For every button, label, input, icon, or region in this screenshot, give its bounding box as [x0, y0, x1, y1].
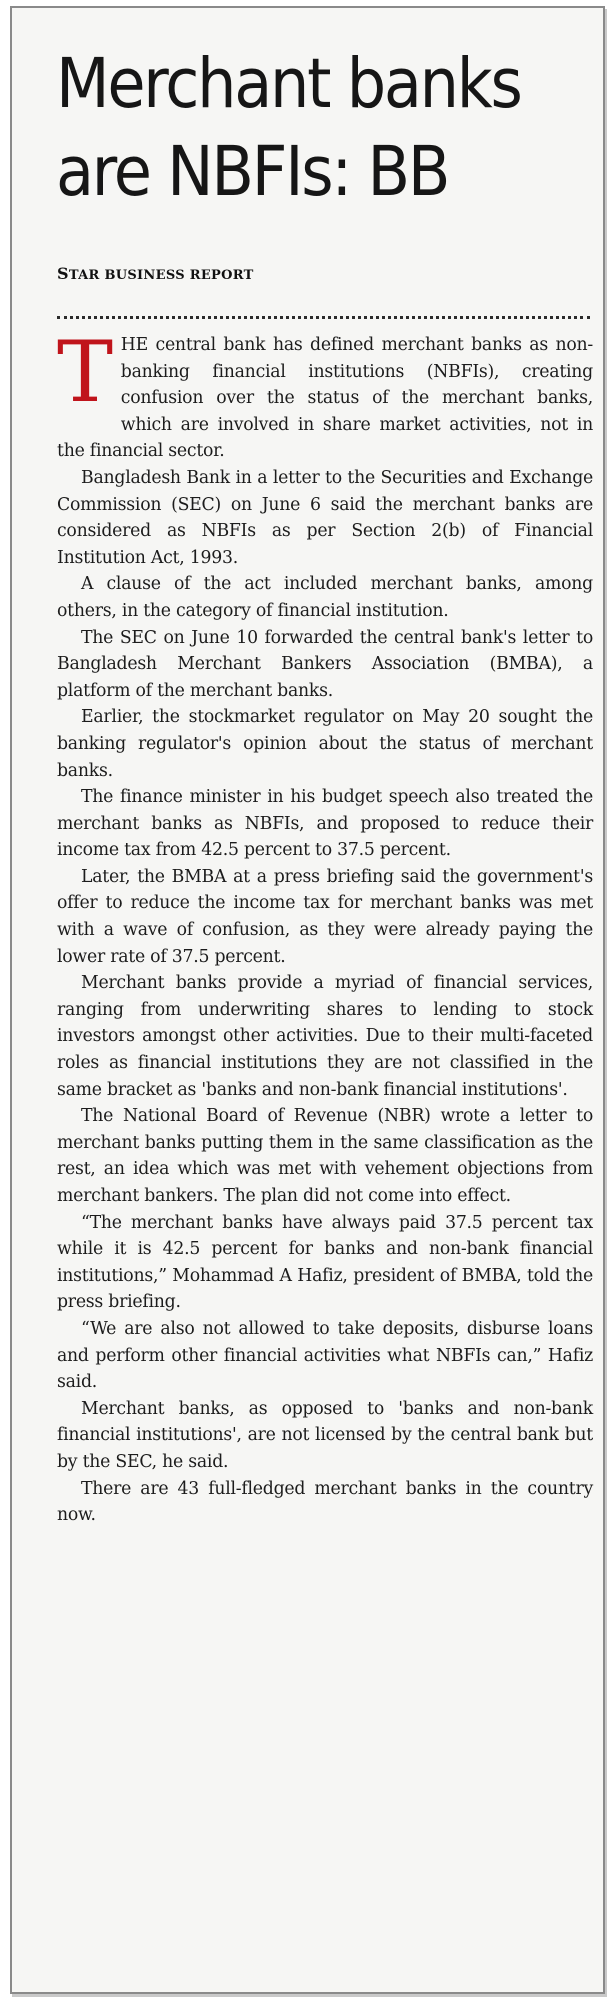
- lead-text: HE central bank has defined merchant banks as non-banking financial institutions (NBFIs), creating confusion over the status of the merchant banks, which are involved in share market activities, not in the financial sector.: [57, 335, 593, 462]
- paragraph: There are 43 full-fledged merchant banks in the country now.: [57, 1478, 593, 1526]
- paragraph: “The merchant banks have always paid 37.5 percent tax while it is 42.5 percent for banks and non-bank financial institutions,” Mohammad A Hafiz, president of BMBA, told the press briefing.: [57, 1212, 593, 1313]
- article-body: [57, 323, 593, 1529]
- drop-cap: T: [57, 323, 113, 421]
- paragraph: Bangladesh Bank in a letter to the Securities and Exchange Commission (SEC) on June 6 said the merchant banks are considered as NBFIs as per Section 2(b) of Financial Institution Act, 1993.: [57, 467, 593, 568]
- news-clipping: [10, 6, 605, 1994]
- headline: Merchant banks are NBFIs: BB: [56, 44, 521, 212]
- byline: STAR BUSINESS REPORT: [57, 264, 254, 283]
- dotted-divider: [57, 316, 590, 319]
- paragraph: Later, the BMBA at a press briefing said the government's offer to reduce the income tax for merchant banks was met with a wave of confusion, as they were already paying the lower rate of 37.5 percent.: [57, 866, 593, 967]
- paragraph: The National Board of Revenue (NBR) wrote a letter to merchant banks putting them in the same classification as the rest, an idea which was met with vehement objections from merchant bankers. The plan did not come into effect.: [57, 1106, 593, 1206]
- paragraph: A clause of the act included merchant banks, among others, in the category of financial institution.: [57, 574, 593, 621]
- paragraph: The finance minister in his budget speech also treated the merchant banks as NBFIs, and proposed to reduce their income tax from 42.5 percent to 37.5 percent.: [57, 787, 593, 861]
- paragraph: Merchant banks provide a myriad of financial services, ranging from underwriting shares to lending to stock investors amongst other activities. Due to their multi-faceted roles as financial institutions they are not classified in the same bracket as 'banks and non-bank financial institutions'.: [57, 973, 593, 1100]
- paragraph: Earlier, the stockmarket regulator on May 20 sought the banking regulator's opinion about the status of merchant banks.: [57, 707, 593, 781]
- paragraph: The SEC on June 10 forwarded the central bank's letter to Bangladesh Merchant Bankers Association (BMBA), a platform of the merchant banks.: [57, 627, 593, 701]
- paragraph: Merchant banks, as opposed to 'banks and non-bank financial institutions', are not licensed by the central bank but by the SEC, he said.: [57, 1398, 593, 1472]
- lead-paragraph: [57, 323, 593, 465]
- paragraph: “We are also not allowed to take deposits, disburse loans and perform other financial activities what NBFIs can,” Hafiz said.: [57, 1318, 593, 1393]
